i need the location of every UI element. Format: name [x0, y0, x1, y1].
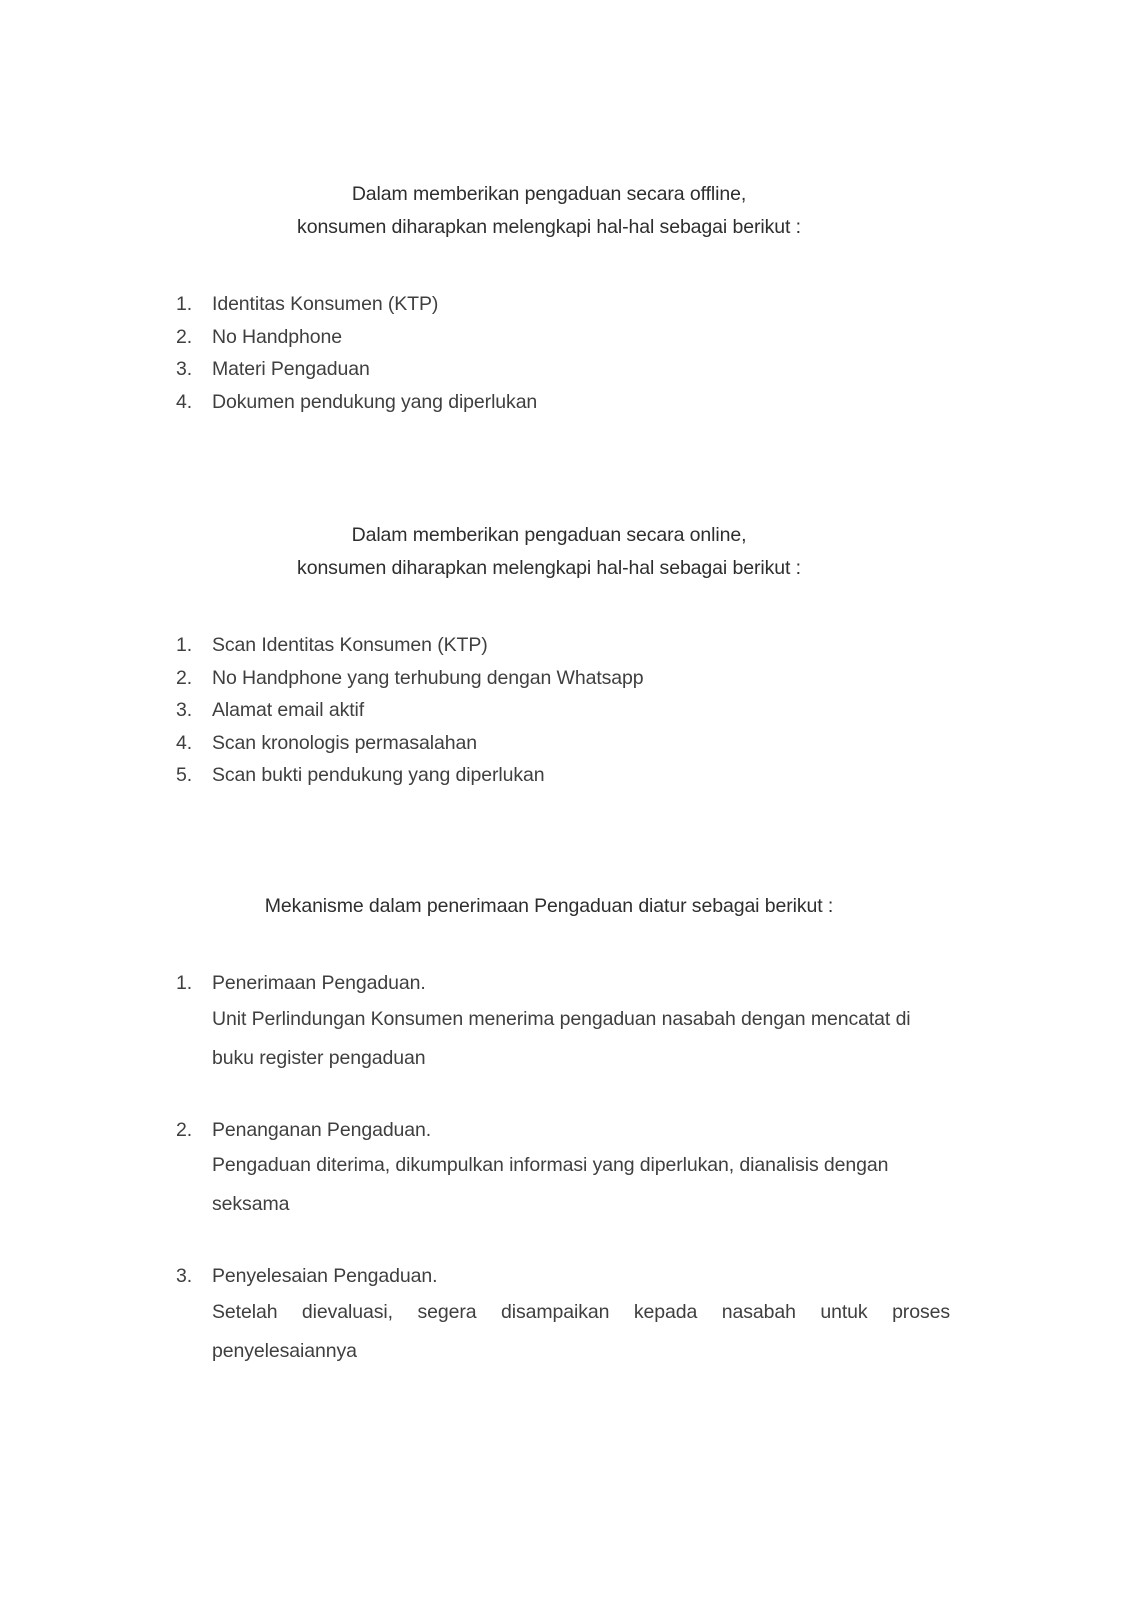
list-item	[176, 353, 976, 386]
list-item	[176, 629, 976, 662]
online-requirements-list	[176, 629, 976, 792]
list-item-label: No Handphone yang terhubung dengan Whatsapp	[212, 666, 644, 689]
list-item	[176, 662, 976, 695]
mechanism-steps-list	[176, 967, 976, 1371]
section-online-heading-line2: konsumen diharapkan melengkapi hal-hal sebagai berikut :	[297, 557, 801, 579]
list-item-marker: 1.	[176, 634, 193, 656]
section-mechanism-heading	[176, 890, 922, 923]
list-item-body: Setelah dievaluasi, segera disampaikan kepada nasabah untuk proses penyelesaiannya	[212, 1300, 950, 1362]
list-item-marker: 1.	[176, 972, 193, 994]
list-item-marker: 1.	[176, 293, 193, 315]
list-item	[176, 727, 976, 760]
list-item-label: Alamat email aktif	[212, 699, 365, 721]
list-item-label: No Handphone	[212, 325, 342, 348]
offline-requirements-list	[176, 288, 976, 418]
list-item	[176, 321, 976, 354]
list-item-marker: 4.	[176, 731, 193, 754]
section-offline-heading-line1: Dalam memberikan pengaduan secara offline,	[351, 183, 747, 205]
list-item-label: Identitas Konsumen (KTP)	[212, 293, 439, 315]
list-item	[176, 694, 976, 727]
section-mechanism-heading-line1: Mekanisme dalam penerimaan Pengaduan diatur sebagai berikut :	[264, 895, 834, 917]
list-item	[176, 288, 976, 321]
list-item-label: Scan kronologis permasalahan	[212, 731, 477, 754]
section-online-heading	[176, 519, 922, 585]
section-mechanism-list-wrap	[176, 967, 976, 1371]
list-item-title: Penyelesaian Pengaduan.	[212, 1265, 438, 1287]
list-item	[176, 1260, 976, 1371]
list-item	[176, 386, 976, 419]
list-item-body: Unit Perlindungan Konsumen menerima pengaduan nasabah dengan mencatat di buku register pengaduan	[212, 1007, 911, 1069]
section-offline-list-wrap	[176, 288, 976, 418]
list-item-marker: 2.	[176, 1118, 193, 1141]
list-item-marker: 5.	[176, 764, 193, 786]
list-item-label: Dokumen pendukung yang diperlukan	[212, 390, 538, 413]
list-item-title: Penanganan Pengaduan.	[212, 1118, 432, 1141]
list-item-marker: 2.	[176, 666, 193, 689]
list-item	[176, 759, 976, 792]
section-offline-heading-line2: konsumen diharapkan melengkapi hal-hal sebagai berikut :	[297, 216, 801, 238]
section-online-list-wrap	[176, 629, 976, 792]
list-item-marker: 3.	[176, 699, 193, 721]
list-item	[176, 1114, 976, 1225]
list-item-title: Penerimaan Pengaduan.	[212, 972, 426, 994]
list-item-body: Pengaduan diterima, dikumpulkan informasi yang diperlukan, dianalisis dengan seksama	[212, 1154, 889, 1215]
list-item-marker: 2.	[176, 325, 193, 348]
list-item-marker: 4.	[176, 390, 193, 413]
list-item-label: Materi Pengaduan	[212, 358, 370, 380]
section-online-heading-line1: Dalam memberikan pengaduan secara online,	[351, 524, 747, 546]
list-item-marker: 3.	[176, 1265, 193, 1287]
list-item-marker: 3.	[176, 358, 193, 380]
list-item-label: Scan bukti pendukung yang diperlukan	[212, 764, 545, 786]
list-item	[176, 967, 976, 1078]
list-item-label: Scan Identitas Konsumen (KTP)	[212, 634, 488, 656]
section-offline-heading	[176, 178, 922, 244]
section-online	[176, 519, 976, 792]
section-offline	[176, 178, 976, 418]
section-mechanism	[176, 890, 976, 1371]
